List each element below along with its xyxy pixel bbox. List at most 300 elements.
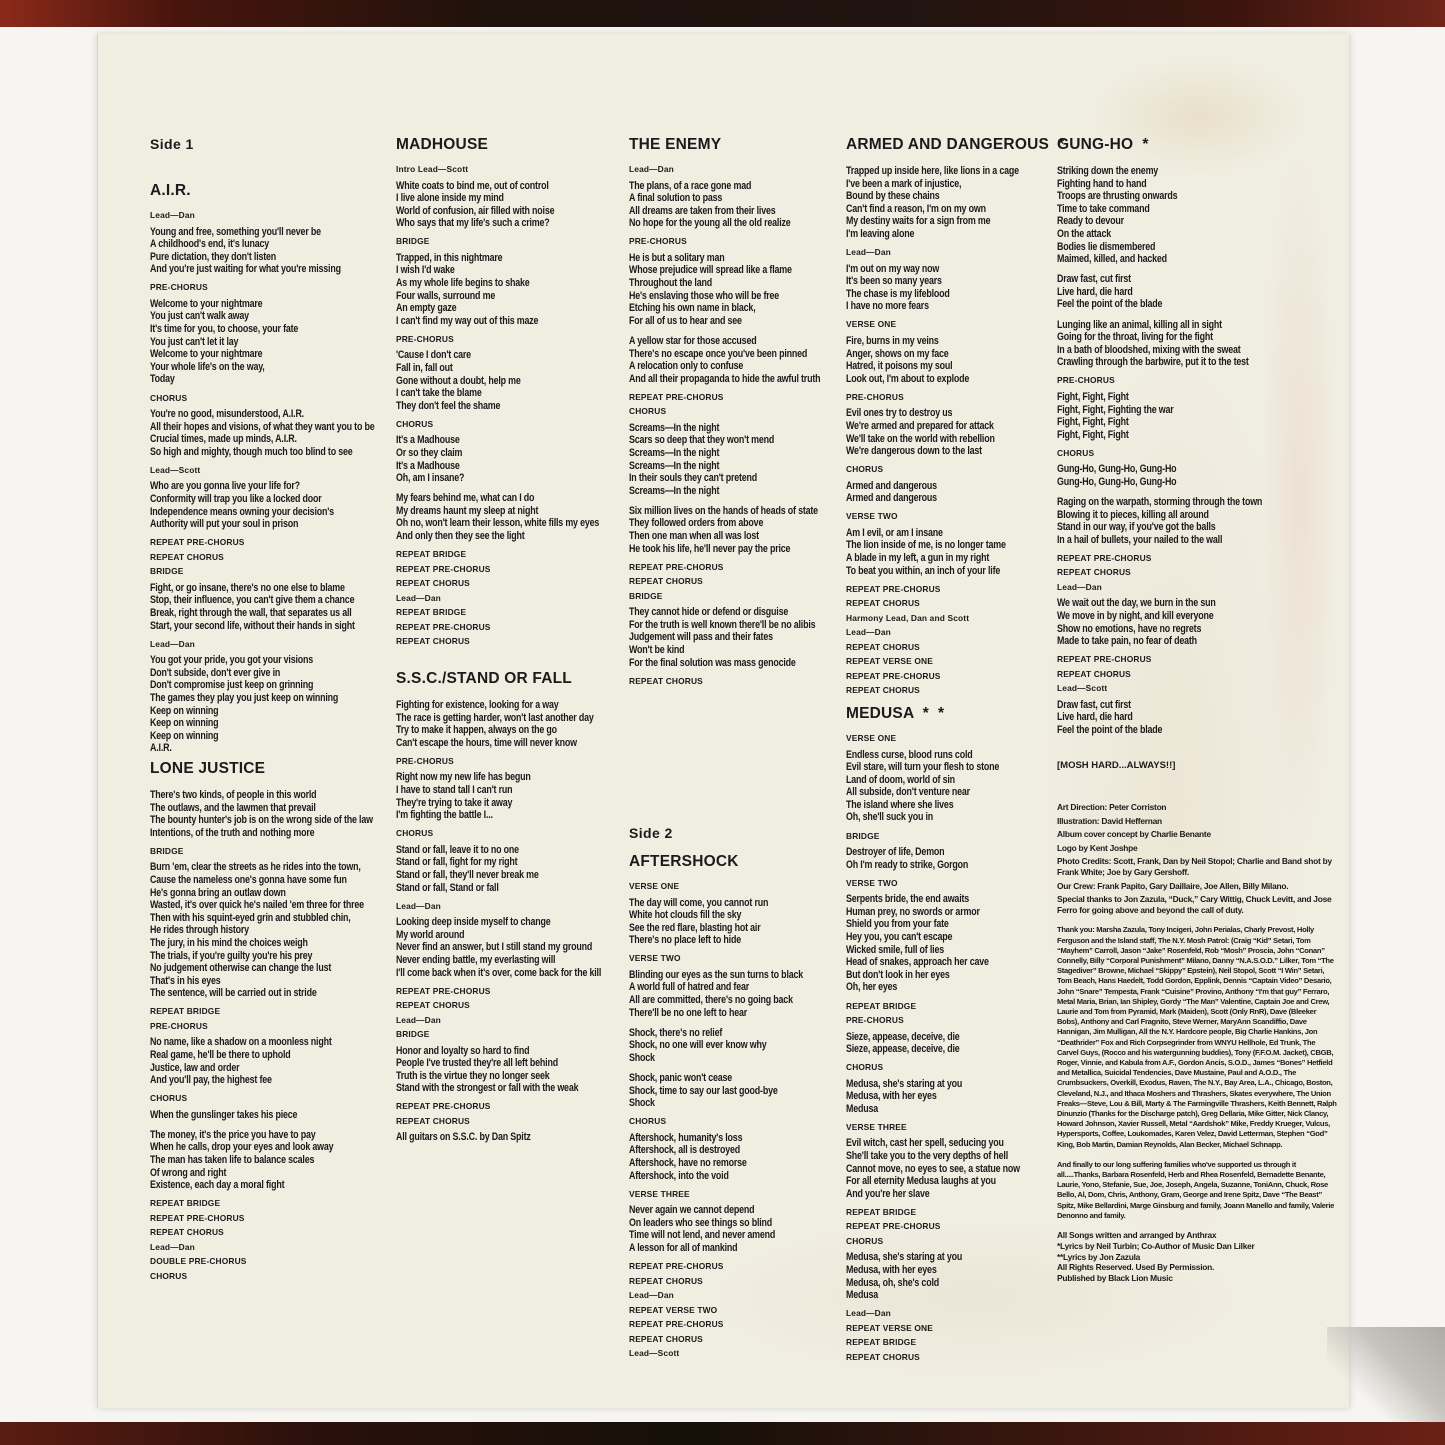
lyric-line: A lesson for all of mankind xyxy=(629,1241,738,1254)
lyric-line: Shock xyxy=(629,1097,655,1110)
section-label: Lead—Dan xyxy=(150,210,195,220)
lyric-line: On leaders who see things so blind xyxy=(629,1216,773,1229)
lyric-line: Authority will put your soul in prison xyxy=(150,518,299,531)
section-label: REPEAT PRE-CHORUS xyxy=(150,1212,245,1223)
lyric-line: Real game, he'll be there to uphold xyxy=(150,1049,291,1061)
section-label: Lead—Dan xyxy=(1057,581,1102,592)
section-label: VERSE THREE xyxy=(629,1188,690,1199)
lyric-line: The lion inside of me, is no longer tame xyxy=(846,539,1006,552)
lyric-line: I wish I'd wake xyxy=(396,264,455,277)
lyric-line: It's a Madhouse xyxy=(396,459,460,472)
lyric-line: Judgement will pass and their fates xyxy=(629,631,773,644)
lyric-line: Gung-Ho, Gung-Ho, Gung-Ho xyxy=(1057,463,1177,476)
section-label: BRIDGE xyxy=(629,590,663,601)
section-label: DOUBLE PRE-CHORUS xyxy=(150,1256,247,1267)
section-label: REPEAT CHORUS xyxy=(1057,567,1131,578)
lyric-line: And you're just waiting for what you're missing xyxy=(150,263,341,276)
section-label: CHORUS xyxy=(629,406,667,417)
verse xyxy=(396,1045,628,1095)
song-title: A.I.R. xyxy=(150,182,191,199)
rights-line: Published by Black Lion Music xyxy=(1057,1273,1173,1284)
lyric-line: I have no more fears xyxy=(846,300,929,313)
verse xyxy=(629,180,864,230)
section-label: REPEAT CHORUS xyxy=(396,636,470,647)
lyric-line: Keep on winning xyxy=(150,729,219,742)
lyric-line: And you're her slave xyxy=(846,1187,930,1200)
verse xyxy=(150,1036,390,1086)
section-label: VERSE THREE xyxy=(846,1121,907,1132)
section-label: CHORUS xyxy=(150,1093,188,1104)
lyric-line: Gone without a doubt, help me xyxy=(396,374,521,387)
lyric-line: White coats to bind me, out of control xyxy=(396,179,549,192)
lyric-line: Stand or fall, fight for my right xyxy=(396,856,518,869)
lyric-line: Stand in our way, if you've got the balls xyxy=(1057,521,1216,534)
verse xyxy=(1057,597,1342,647)
lyric-line: Look out, I'm about to explode xyxy=(846,372,970,385)
verse xyxy=(846,749,1066,825)
section-label: Lead—Dan xyxy=(846,1308,891,1319)
verse xyxy=(629,1204,864,1254)
lyric-line: Armed and dangerous xyxy=(846,492,937,505)
verse xyxy=(846,893,1066,994)
mosh-note: [MOSH HARD...ALWAYS!!] xyxy=(1057,760,1176,771)
verse xyxy=(1057,699,1342,737)
verse xyxy=(150,1109,390,1122)
lyric-line: I've been a mark of injustice, xyxy=(846,177,962,190)
section-armed-and-dangerous xyxy=(846,136,1066,701)
lyric-line: Medusa, she's staring at you xyxy=(846,1077,963,1090)
lyric-line: He's enslaving those who will be free xyxy=(629,289,780,302)
section-label: REPEAT PRE-CHORUS xyxy=(629,391,724,402)
lyric-line: Crucial times, made up minds, A.I.R. xyxy=(150,433,297,446)
lyric-line: I can't take the blame xyxy=(396,387,482,400)
lyric-line: A yellow star for those accused xyxy=(629,334,757,347)
section-label: PRE-CHORUS xyxy=(846,391,904,402)
backdrop-top-strip xyxy=(0,0,1445,27)
section-label: Lead—Scott xyxy=(1057,683,1108,694)
lyric-line: Aftershock, into the void xyxy=(629,1169,729,1182)
section-side1-air xyxy=(150,136,390,762)
lyric-line: Or so they claim xyxy=(396,447,463,459)
section-label: PRE-CHORUS xyxy=(150,1020,208,1031)
verse xyxy=(629,969,864,1019)
lyric-line: There'll be no one left to hear xyxy=(629,1006,748,1019)
lyric-line: The island where she lives xyxy=(846,798,954,811)
verse xyxy=(1057,319,1342,369)
lyric-line: Bound by these chains xyxy=(846,190,940,203)
lyric-line: The chase is my lifeblood xyxy=(846,287,950,300)
section-label: PRE-CHORUS xyxy=(1057,375,1115,386)
lyric-line: Etching his own name in black, xyxy=(629,302,756,315)
lyric-line: The trials, if you're guilty you're his prey xyxy=(150,949,313,962)
lyric-line: Right now my new life has begun xyxy=(396,771,531,784)
lyric-line: Aftershock, have no remorse xyxy=(629,1157,747,1169)
verse xyxy=(150,226,390,276)
lyric-line: You're no good, misunderstood, A.I.R. xyxy=(150,408,304,421)
verse xyxy=(1057,463,1342,488)
lyric-line: My world around xyxy=(396,928,465,941)
lyric-line: Six million lives on the hands of heads of state xyxy=(629,504,818,517)
verse xyxy=(846,1251,1066,1301)
section-label: VERSE TWO xyxy=(846,877,898,888)
section-label: REPEAT PRE-CHORUS xyxy=(1057,552,1152,563)
lyric-line: She'll take you to the very depths of hell xyxy=(846,1150,1008,1163)
credit-line: Album cover concept by Charlie Benante xyxy=(1057,829,1211,840)
verse xyxy=(396,916,628,979)
lyric-line: Human prey, no swords or armor xyxy=(846,905,980,918)
section-label: CHORUS xyxy=(1057,447,1095,458)
section-label: Lead—Dan xyxy=(396,900,441,911)
lyric-line: The man has taken life to balance scales xyxy=(150,1154,315,1167)
lyric-line: An empty gaze xyxy=(396,302,457,315)
lyric-line: The plans, of a race gone mad xyxy=(629,179,752,192)
section-label: Lead—Scott xyxy=(629,1348,680,1359)
lyric-line: My dreams haunt my sleep at night xyxy=(396,504,539,517)
lyric-line: Crawling through the barbwire, put it to the test xyxy=(1057,356,1249,369)
rights-line: All Songs written and arranged by Anthrax xyxy=(1057,1230,1217,1241)
scan-corner-shadow xyxy=(1327,1327,1445,1422)
song-title: LONE JUSTICE xyxy=(150,760,266,777)
verse xyxy=(846,1031,1066,1056)
credit-line: Illustration: David Heffernan xyxy=(1057,815,1162,826)
song-title: AFTERSHOCK xyxy=(629,853,739,870)
lyric-line: Medusa, with her eyes xyxy=(846,1090,937,1103)
lyric-line: He took his life, he'll never pay the price xyxy=(629,542,791,555)
rights-lines xyxy=(1057,1230,1337,1284)
lyric-line: The race is getting harder, won't last another day xyxy=(396,711,594,724)
lyric-line: For the final solution was mass genocide xyxy=(629,656,796,669)
section-gung-ho xyxy=(1057,136,1342,744)
lyric-line: All are committed, there's no going back xyxy=(629,994,793,1007)
section-label: Lead—Dan xyxy=(846,627,891,638)
lyric-line: That's in his eyes xyxy=(150,974,221,987)
lyric-line: And only then they see the light xyxy=(396,530,525,543)
section-label: Lead—Dan xyxy=(629,1290,674,1301)
section-label: PRE-CHORUS xyxy=(629,236,687,247)
lyric-line: I can't find my way out of this maze xyxy=(396,314,539,327)
lyric-line: They're trying to take it away xyxy=(396,796,513,809)
section-label: PRE-CHORUS xyxy=(846,1015,904,1025)
lyric-line: No judgement otherwise can change the lust xyxy=(150,962,332,975)
lyric-line: Scars so deep that they won't mend xyxy=(629,434,775,447)
lyric-line: They don't feel the shame xyxy=(396,399,501,412)
section-label: REPEAT VERSE TWO xyxy=(629,1304,718,1315)
verse xyxy=(629,606,864,669)
lyric-line: Shield you from your fate xyxy=(846,918,949,931)
lyric-line: Oh, her eyes xyxy=(846,981,898,994)
lyric-line: Land of doom, world of sin xyxy=(846,773,955,786)
lyric-line: Can't escape the hours, time will never know xyxy=(396,736,577,749)
section-label: PRE-CHORUS xyxy=(396,333,454,344)
lyric-line: A relocation only to confuse xyxy=(629,360,744,373)
verse xyxy=(846,407,1066,457)
lyric-line: We're armed and prepared for attack xyxy=(846,419,994,432)
credit-line: Art Direction: Peter Corriston xyxy=(1057,802,1167,812)
lyric-line: We're dangerous down to the last xyxy=(846,445,982,458)
lyric-line: And you'll pay, the highest fee xyxy=(150,1074,272,1087)
lyric-line: It's time for you, to choose, your fate xyxy=(150,323,299,336)
lyric-line: Throughout the land xyxy=(629,277,712,290)
verse xyxy=(150,861,390,1000)
lyric-line: Live hard, die hard xyxy=(1057,711,1133,724)
section-label: REPEAT PRE-CHORUS xyxy=(1057,654,1152,665)
lyric-line: Trapped up inside here, like lions in a cage xyxy=(846,165,1019,177)
credit-line: Our Crew: Frank Papito, Gary Daillaire, Joe Allen, Billy Milano. xyxy=(1057,880,1289,891)
verse xyxy=(396,434,628,484)
lyric-line: For all of us to hear and see xyxy=(629,314,742,327)
section-label: REPEAT CHORUS xyxy=(1057,668,1131,679)
section-label: Harmony Lead, Dan and Scott xyxy=(846,612,970,623)
lyric-line: We wait out the day, we burn in the sun xyxy=(1057,597,1216,610)
verse xyxy=(629,252,864,328)
lyric-line: Keep on winning xyxy=(150,704,219,717)
lyric-line: Ready to devour xyxy=(1057,215,1124,228)
section-side2-aftershock xyxy=(629,825,864,1364)
lyric-line: Shock, no one will ever know why xyxy=(629,1039,767,1052)
lyric-line: Draw fast, cut first xyxy=(1057,273,1131,286)
lyric-line: Young and free, something you'll never be xyxy=(150,225,321,238)
lyric-line: You got your pride, you got your visions xyxy=(150,654,314,667)
lyric-line: No hope for the young all the old realize xyxy=(629,217,791,230)
lyric-line: Fighting hand to hand xyxy=(1057,177,1147,190)
lyric-line: Medusa, oh, she's cold xyxy=(846,1276,940,1289)
lyric-line: A blade in my left, a gun in my right xyxy=(846,552,990,565)
lyric-line: Maimed, killed, and hacked xyxy=(1057,253,1167,266)
lyric-line: Time will not lend, and never amend xyxy=(629,1229,776,1242)
lyric-line: So high and mighty, though much too blind to see xyxy=(150,445,353,458)
lyric-line: Oh no, won't learn their lesson, white fills my eyes xyxy=(396,517,600,530)
lyric-line: Fall in, fall out xyxy=(396,362,453,375)
section-label: CHORUS xyxy=(846,1235,884,1246)
section-lone-justice xyxy=(150,760,390,1286)
lyric-line: Medusa, with her eyes xyxy=(846,1264,937,1277)
lyric-line: I'm out on my way now xyxy=(846,262,940,275)
lyric-line: Raging on the warpath, storming through the town xyxy=(1057,495,1263,508)
lyric-line: Cause the nameless one's gonna have some fun xyxy=(150,873,347,886)
verse xyxy=(846,527,1066,577)
section-label: REPEAT BRIDGE xyxy=(846,1000,917,1011)
section-label: REPEAT CHORUS xyxy=(150,1227,224,1238)
lyric-line: There's no place left to hide xyxy=(629,934,741,947)
verse xyxy=(396,771,628,821)
lyric-line: There's no escape once you've been pinned xyxy=(629,347,808,360)
lyric-line: For all eternity Medusa laughs at you xyxy=(846,1175,996,1188)
lyric-line: The games they play you just keep on winning xyxy=(150,691,339,704)
section-label: REPEAT CHORUS xyxy=(396,1115,470,1126)
section-label: REPEAT PRE-CHORUS xyxy=(396,563,491,574)
lyric-line: Independence means owning your decision's xyxy=(150,505,334,518)
lyric-line: It's a Madhouse xyxy=(396,434,460,447)
section-label: REPEAT VERSE ONE xyxy=(846,1322,933,1333)
section-label: Lead—Dan xyxy=(150,1241,195,1252)
lyric-line: As my whole life begins to shake xyxy=(396,277,530,290)
section-label: REPEAT CHORUS xyxy=(846,641,920,652)
lyric-line: It's been so many years xyxy=(846,275,942,288)
lyric-line: All subside, don't venture near xyxy=(846,786,970,799)
section-label: REPEAT CHORUS xyxy=(629,576,703,587)
lyric-line: Pure dictation, they don't listen xyxy=(150,250,277,263)
lyric-line: Stand with the strongest or fall with the weak xyxy=(396,1082,579,1095)
lyric-line: Your whole life's on the way, xyxy=(150,360,265,373)
lyric-line: Hatred, it poisons my soul xyxy=(846,360,953,373)
lyric-line: Stop, their influence, you can't give them a chance xyxy=(150,594,355,607)
verse xyxy=(846,1078,1066,1116)
lyric-line: Shock, time to say our last good-bye xyxy=(629,1084,778,1097)
lyric-line: Anger, shows on my face xyxy=(846,347,949,360)
section-label: Lead—Scott xyxy=(150,464,201,475)
lyric-line: Fight, Fight, Fighting the war xyxy=(1057,403,1174,416)
credit-line: Logo by Kent Joshpe xyxy=(1057,842,1138,853)
verse xyxy=(396,252,628,328)
lyric-line: The jury, in his mind the choices weigh xyxy=(150,936,308,949)
lyric-line: Never ending battle, my everlasting will xyxy=(396,953,556,966)
lyric-line: See the red flare, blasting hot air xyxy=(629,921,761,934)
section-label: REPEAT BRIDGE xyxy=(846,1206,917,1217)
verse xyxy=(846,165,1066,241)
section-label: REPEAT PRE-CHORUS xyxy=(396,1101,491,1112)
credit-paragraph: And finally to our long suffering families who've supported us through it all.....Thanks, Barbara Rosenfeld, Herb and Rhea Rosenfeld, Bernadette Benante, Laurie, Yono, Stefanie, Sue, Joe, Joseph, Angela, Suzanne, ToniAnn, Chuck, Rose Bello, Al, Dom, Chris, Anthony, Gram, George and Irene Spitz, Dave “The Beast” Spitz, Mike Bellardini, Marge Ginsburg and family, Joann Manello and family, Valerie Denonno and family. xyxy=(1057,1159,1335,1220)
verse xyxy=(1057,165,1342,266)
lyric-line: Screams—In the night xyxy=(629,421,720,434)
lyric-line: Evil stare, will turn your flesh to stone xyxy=(846,761,1000,774)
verse xyxy=(150,1129,390,1192)
section-label: REPEAT CHORUS xyxy=(846,1351,920,1362)
lyric-line: A.I.R. xyxy=(150,742,172,755)
lyric-line: Lunging like an animal, killing all in sight xyxy=(1057,318,1222,331)
lyric-line: Evil ones try to destroy us xyxy=(846,407,953,420)
lyric-line: In a bath of bloodshed, mixing with the sweat xyxy=(1057,343,1241,356)
lyric-line: Break, right through the wall, that separates us all xyxy=(150,606,352,619)
lyric-line: Serpents bride, the end awaits xyxy=(846,893,970,906)
section-label: VERSE ONE xyxy=(846,733,897,743)
lyric-line: Then one man when all was lost xyxy=(629,530,759,543)
section-label: REPEAT PRE-CHORUS xyxy=(629,1261,724,1272)
section-label: VERSE TWO xyxy=(629,953,681,964)
lyric-line: Never find an answer, but I still stand my ground xyxy=(396,941,593,954)
lyric-line: Who are you gonna live your life for? xyxy=(150,480,300,493)
credit-line: Photo Credits: Scott, Frank, Dan by Neil Stopol; Charlie and Band shot by Frank White; Joe by Gary Gershoff. xyxy=(1057,856,1332,877)
lyric-line: I live alone inside my mind xyxy=(396,192,504,205)
section-label: Intro Lead—Scott xyxy=(396,164,469,174)
lyric-line: Intentions, of the truth and nothing more xyxy=(150,826,315,839)
section-label: VERSE TWO xyxy=(846,511,898,522)
song-title: THE ENEMY xyxy=(629,136,722,153)
lyric-line: Truth is the virtue they no longer seek xyxy=(396,1069,550,1082)
rights-line: **Lyrics by Jon Zazula xyxy=(1057,1251,1141,1262)
lyric-line: Stand or fall, Stand or fall xyxy=(396,881,499,894)
verse xyxy=(150,789,390,839)
verse xyxy=(846,335,1066,385)
section-label: REPEAT CHORUS xyxy=(396,578,470,589)
lyric-line: All dreams are taken from their lives xyxy=(629,204,776,217)
lyric-line: The outlaws, and the lawmen that prevail xyxy=(150,801,316,814)
verse xyxy=(150,408,390,458)
lyric-line: Stand or fall, leave it to no one xyxy=(396,843,519,856)
song-title: ARMED AND DANGEROUS * xyxy=(846,136,1065,153)
verse xyxy=(150,480,390,530)
lyric-line: Shock, panic won't cease xyxy=(629,1072,733,1085)
lyric-line: Oh, she'll suck you in xyxy=(846,811,934,824)
credit-line: Special thanks to Jon Zazula, “Duck,” Cary Wittig, Chuck Levitt, and Jose Ferro for going above and beyond the call of duty. xyxy=(1057,894,1332,915)
section-label: BRIDGE xyxy=(150,566,184,577)
section-label: REPEAT VERSE ONE xyxy=(846,656,933,667)
lyric-line: Time to take command xyxy=(1057,202,1150,215)
lyric-line: Blowing it to pieces, killing all around xyxy=(1057,508,1209,521)
section-label: REPEAT CHORUS xyxy=(629,1333,703,1344)
section-label: REPEAT PRE-CHORUS xyxy=(629,561,724,572)
section-label: REPEAT PRE-CHORUS xyxy=(150,537,245,548)
lyric-line: 'Cause I don't care xyxy=(396,349,471,362)
lyric-line: Four walls, surround me xyxy=(396,289,496,302)
section-madhouse xyxy=(396,136,628,652)
lyric-line: Going for the throat, living for the fight xyxy=(1057,331,1213,344)
verse xyxy=(629,335,864,385)
section-label: CHORUS xyxy=(150,1270,188,1281)
lyric-line: Blinding our eyes as the sun turns to black xyxy=(629,968,804,981)
section-label: Lead—Dan xyxy=(150,638,195,649)
section-label: REPEAT CHORUS xyxy=(846,685,920,696)
lyric-line: When he calls, drop your eyes and look away xyxy=(150,1141,334,1154)
lyric-line: Screams—In the night xyxy=(629,447,720,459)
lyric-line: Wicked smile, full of lies xyxy=(846,943,944,956)
lyric-line: Can't find a reason, I'm on my own xyxy=(846,202,986,215)
verse xyxy=(1057,391,1342,441)
lyric-line: Burn 'em, clear the streets as he rides into the town, xyxy=(150,861,361,874)
lyric-line: Screams—In the night xyxy=(629,484,720,497)
lyric-line: Fighting for existence, looking for a way xyxy=(396,699,559,711)
lyric-line: You just can't let it lay xyxy=(150,335,239,348)
section-label: CHORUS xyxy=(150,392,188,403)
lyric-line: Whose prejudice will spread like a flame xyxy=(629,264,792,277)
lyric-line: The day will come, you cannot run xyxy=(629,896,769,909)
section-label: REPEAT CHORUS xyxy=(629,1275,703,1286)
lyric-line: Looking deep inside myself to change xyxy=(396,916,551,929)
section-label: BRIDGE xyxy=(150,845,184,856)
lyric-line: Fight, Fight, Fight xyxy=(1057,416,1129,429)
lyric-line: Fire, burns in my veins xyxy=(846,334,939,347)
lyric-line: Trapped, in this nightmare xyxy=(396,251,503,264)
lyric-line: The money, it's the price you have to pay xyxy=(150,1128,316,1141)
section-label: BRIDGE xyxy=(396,1029,430,1040)
lyric-line: For the truth is well known there'll be no alibis xyxy=(629,618,816,631)
section-label: REPEAT BRIDGE xyxy=(150,1198,221,1209)
section-label: PRE-CHORUS xyxy=(396,755,454,766)
verse xyxy=(1057,496,1342,546)
verse xyxy=(150,654,390,755)
lyric-line: People I've trusted they're all left behind xyxy=(396,1057,558,1070)
lyric-line: The bounty hunter's job is on the wrong side of the law xyxy=(150,814,373,827)
section-label: REPEAT PRE-CHORUS xyxy=(396,621,491,632)
section-label: BRIDGE xyxy=(396,236,430,247)
rights-line: All Rights Reserved. Used By Permission. xyxy=(1057,1262,1215,1273)
lyric-line: Won't be kind xyxy=(629,644,685,657)
section-label: CHORUS xyxy=(629,1116,667,1127)
section-label: Lead—Dan xyxy=(396,1014,441,1025)
lyric-line: Stand or fall, they'll never break me xyxy=(396,868,539,881)
lyric-line: Medusa, she's staring at you xyxy=(846,1251,963,1264)
section-the-enemy xyxy=(629,136,864,691)
section-label: CHORUS xyxy=(846,1062,884,1073)
lyric-line: Head of snakes, approach her cave xyxy=(846,956,989,969)
lyric-line: Welcome to your nightmare xyxy=(150,348,263,361)
section-label: Lead—Dan xyxy=(396,592,441,603)
lyric-line: Of wrong and right xyxy=(150,1166,227,1179)
lyric-line: We move in by night, and kill everyone xyxy=(1057,609,1214,622)
lyric-line: A world full of hatred and fear xyxy=(629,981,750,994)
section-label: REPEAT PRE-CHORUS xyxy=(846,1221,941,1232)
lyric-line: Conformity will trap you like a locked door xyxy=(150,493,322,505)
lyric-line: All their hopes and visions, of what they want you to be xyxy=(150,420,375,433)
